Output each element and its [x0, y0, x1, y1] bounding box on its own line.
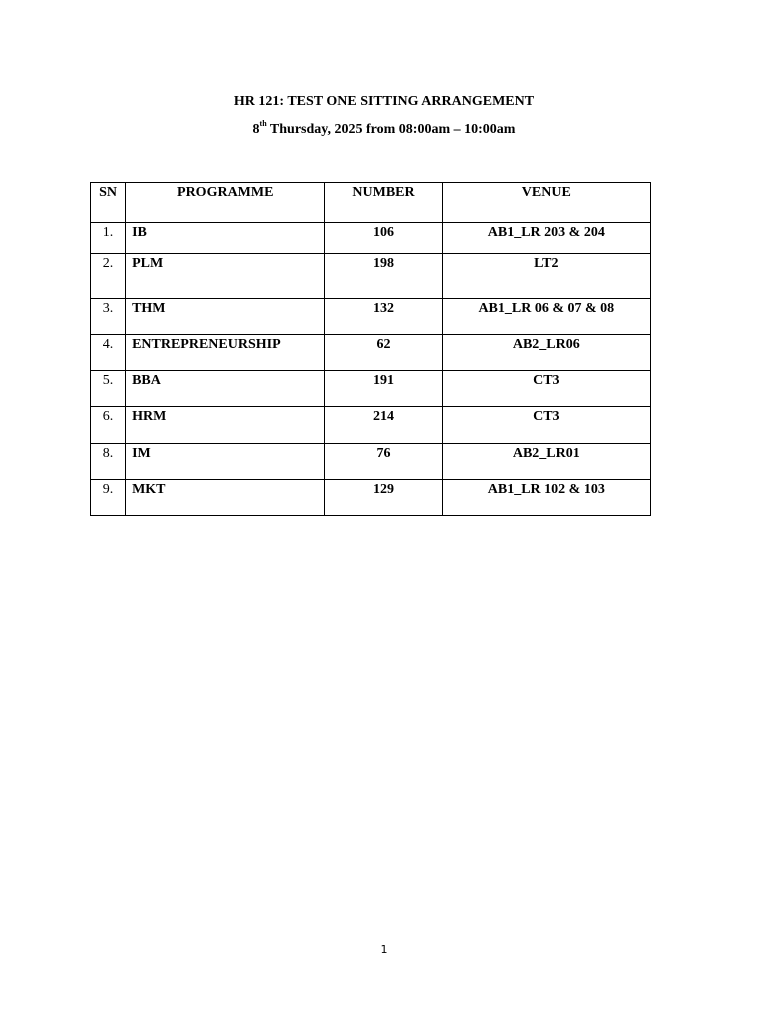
table-row — [91, 299, 651, 335]
date-time-text: Thursday, 2025 from 08:00am – 10:00am — [266, 122, 516, 137]
cell-venue: AB2_LR06 — [442, 335, 650, 371]
cell-programme: ENTREPRENEURSHIP — [126, 335, 325, 371]
cell-programme: PLM — [126, 254, 325, 299]
cell-number: 106 — [325, 223, 442, 254]
table-row — [91, 480, 651, 516]
table-row — [91, 254, 651, 299]
cell-venue: AB1_LR 102 & 103 — [442, 480, 650, 516]
cell-venue: AB2_LR01 — [442, 444, 650, 480]
page-number: 1 — [380, 943, 388, 956]
cell-programme: IM — [126, 444, 325, 480]
cell-number: 62 — [325, 335, 442, 371]
cell-number: 191 — [325, 371, 442, 407]
cell-sn: 4. — [91, 335, 126, 371]
header-number: NUMBER — [325, 183, 442, 223]
document-subtitle — [0, 121, 768, 139]
cell-sn: 2. — [91, 254, 126, 299]
table-row — [91, 335, 651, 371]
header-sn: SN — [91, 183, 126, 223]
table-header-row — [91, 183, 651, 223]
cell-number: 214 — [325, 407, 442, 444]
cell-venue: LT2 — [442, 254, 650, 299]
table-row — [91, 371, 651, 407]
cell-venue: CT3 — [442, 371, 650, 407]
table-row — [91, 407, 651, 444]
cell-sn: 5. — [91, 371, 126, 407]
cell-programme: HRM — [126, 407, 325, 444]
cell-sn: 3. — [91, 299, 126, 335]
date-day-number: 8 — [252, 122, 260, 137]
cell-programme: BBA — [126, 371, 325, 407]
table-row — [91, 444, 651, 480]
cell-programme: IB — [126, 223, 325, 254]
cell-number: 132 — [325, 299, 442, 335]
cell-programme: THM — [126, 299, 325, 335]
cell-sn: 1. — [91, 223, 126, 254]
cell-venue: AB1_LR 06 & 07 & 08 — [442, 299, 650, 335]
document-title: HR 121: TEST ONE SITTING ARRANGEMENT — [233, 94, 535, 109]
cell-number: 198 — [325, 254, 442, 299]
cell-sn: 8. — [91, 444, 126, 480]
header-programme: PROGRAMME — [126, 183, 325, 223]
cell-venue: CT3 — [442, 407, 650, 444]
cell-number: 129 — [325, 480, 442, 516]
cell-venue: AB1_LR 203 & 204 — [442, 223, 650, 254]
cell-sn: 6. — [91, 407, 126, 444]
cell-number: 76 — [325, 444, 442, 480]
header-venue: VENUE — [442, 183, 650, 223]
cell-sn: 9. — [91, 480, 126, 516]
sitting-arrangement-table — [90, 182, 651, 516]
cell-programme: MKT — [126, 480, 325, 516]
table-row — [91, 223, 651, 254]
date-day-suffix: th — [259, 119, 267, 129]
